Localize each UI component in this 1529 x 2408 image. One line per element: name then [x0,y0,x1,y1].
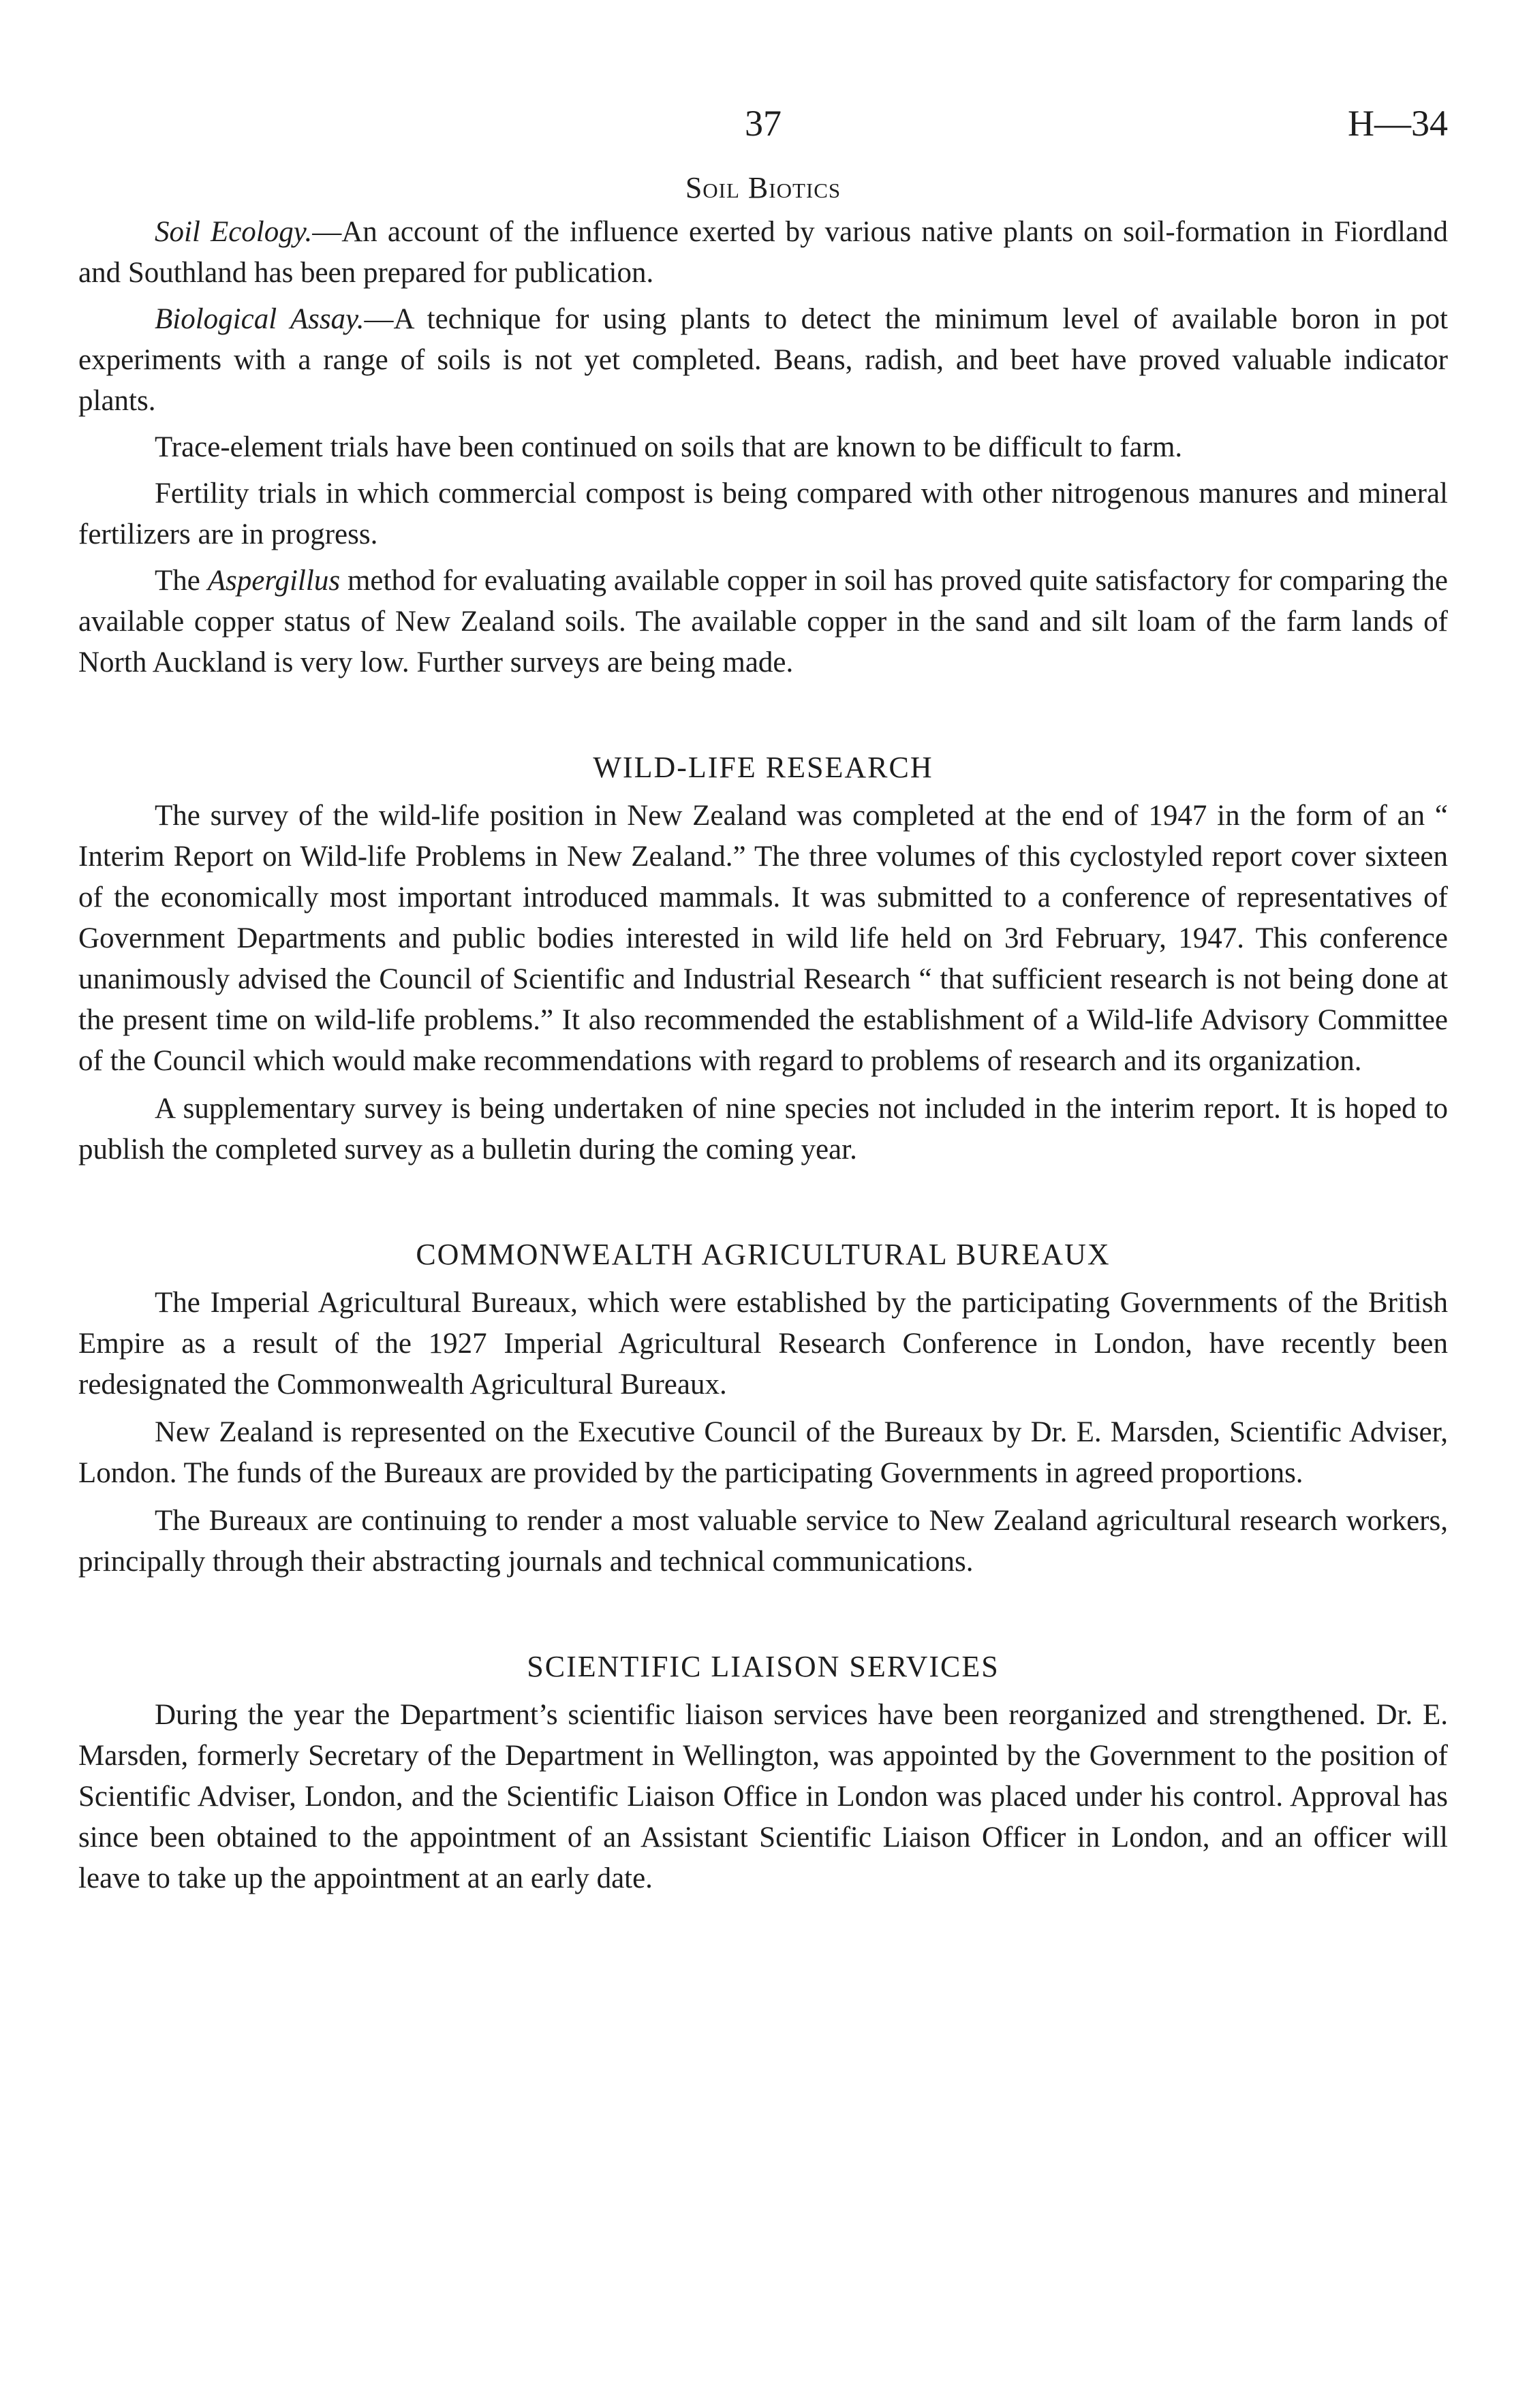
soil-biotics-section [78,170,1448,683]
soil-biotics-heading: Soil Biotics [685,171,841,204]
biological-assay-lead: Biological Assay. [155,303,365,335]
wildlife-paragraph-2: A supplementary survey is being undertaken of nine species not included in the interim report. It is hoped to publish the completed survey as a bulletin during the coming year. [78,1093,1448,1166]
wildlife-paragraph-1: The survey of the wild-life position in New Zealand was completed at the end of 1947 in the form of an “ Interim Report on Wild-life Problems in New Zealand.” The three volumes of this cyclostyled report cover sixteen of the economically most important introduced mammals. It was submitted to a conference of representatives of Government Departments and public bodies interested in wild life held on 3rd February, 1947. This conference unanimously advised the Council of Scientific and Industrial Research “ that sufficient research is not being done at the present time on wild-life problems.” It also recommended the establishment of a Wild-life Advisory Committee of the Council which would make recommendations with regard to problems of research and its organization. [78,800,1448,1077]
commonwealth-bureaux-heading: COMMONWEALTH AGRICULTURAL BUREAUX [416,1238,1111,1271]
page-header [78,102,1448,157]
soil-ecology-text: —An account of the influence exerted by various native plants on soil-formation in Fiordland and Southland has been prepared for publication. [78,216,1449,289]
commonwealth-bureaux-section [78,1237,1448,1582]
commonwealth-paragraph-3: The Bureaux are continuing to render a most valuable service to New Zealand agricultural research workers, principally through their abstracting journals and technical communications. [78,1505,1448,1578]
aspergillus-post: method for evaluating available copper in soil has proved quite satisfactory for comparing the available copper status of New Zealand soils. The available copper in the sand and silt loam of the farm lands of North Auckland is very low. Further surveys are being made. [78,565,1448,678]
document-reference: H—34 [1348,103,1448,144]
wildlife-research-section [78,750,1448,1170]
soil-ecology-lead: Soil Ecology. [155,216,313,248]
aspergillus-paragraph [78,561,1448,683]
scientific-liaison-section [78,1649,1448,1899]
commonwealth-paragraph-1: The Imperial Agricultural Bureaux, which were established by the participating Governments of the British Empire as a result of the 1927 Imperial Agricultural Research Conference in London, have recently been redesignated the Commonwealth Agricultural Bureaux. [78,1287,1448,1401]
liaison-paragraph-1: During the year the Department’s scientific liaison services have been reorganized and strengthened. Dr. E. Marsden, formerly Secretary of the Department in Wellington, was appointed by the Government to the position of Scientific Adviser, London, and the Scientific Liaison Office in London was placed under his control. Approval has since been obtained to the appointment of an Assistant Scientific Liaison Officer in London, and an officer will leave to take up the appointment at an early date. [78,1699,1448,1894]
wildlife-research-heading: WILD-LIFE RESEARCH [593,751,933,784]
aspergillus-italic: Aspergillus [207,565,341,597]
scientific-liaison-heading: SCIENTIFIC LIAISON SERVICES [527,1650,1000,1683]
aspergillus-pre: The [155,565,208,597]
commonwealth-paragraph-2: New Zealand is represented on the Executive Council of the Bureaux by Dr. E. Marsden, Scientific Adviser, London. The funds of the Bureaux are provided by the participating Governments in agreed proportions. [78,1416,1448,1489]
page-number: 37 [745,103,782,144]
fertility-trials-paragraph: Fertility trials in which commercial compost is being compared with other nitrogenous manures and mineral fertilizers are in progress. [78,478,1448,550]
trace-element-paragraph: Trace-element trials have been continued on soils that are known to be difficult to farm. [155,431,1183,463]
soil-ecology-paragraph [78,212,1448,294]
document-page [78,102,1448,1906]
biological-assay-text: —A technique for using plants to detect the minimum level of available boron in pot experiments with a range of soils is not yet completed. Beans, radish, and beet have proved valuable indicator plants. [78,303,1448,417]
biological-assay-paragraph [78,299,1448,422]
